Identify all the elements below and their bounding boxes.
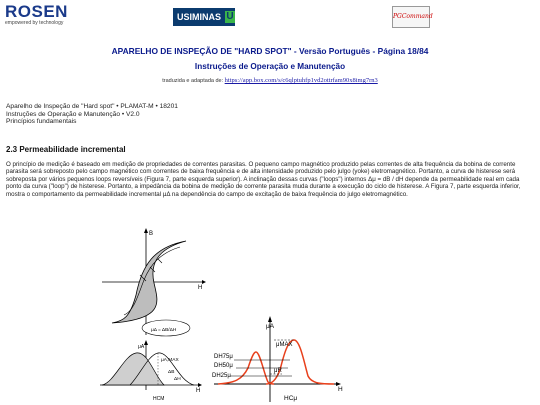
meta-line-1: Aparelho de Inspeção de "Hard spot" • PLAMAT-M • 18201 xyxy=(6,103,178,110)
rosen-logo-tagline: empowered by technology xyxy=(5,20,64,26)
mu-axis-left-arrow xyxy=(144,340,148,345)
b-axis-arrow xyxy=(144,228,148,233)
meta-line-3: Princípios fundamentais xyxy=(6,118,77,126)
translation-credit xyxy=(0,77,540,84)
page-subtitle: Instruções de Operação e Manutenção xyxy=(194,62,346,71)
b-axis-label: B xyxy=(149,231,154,237)
meta-line-2: Instruções de Operação e Manutenção • V2.0 xyxy=(6,110,140,118)
mu-curve-left xyxy=(102,353,164,385)
h-axis-top-arrow xyxy=(202,280,206,284)
inset-formula: μΔ = ΔB/ΔH xyxy=(151,328,177,333)
mu-a-label-left: μA xyxy=(138,344,145,350)
document-meta xyxy=(6,103,178,126)
h-axis-bottom-arrow xyxy=(198,383,202,387)
hcm-label: HCM xyxy=(153,396,165,402)
credit-prefix: traduzida e adaptada de: xyxy=(162,78,224,84)
usiminas-logo-mark: U xyxy=(226,11,234,22)
mu-axis-right-arrow xyxy=(268,316,272,322)
page-title: APARELHO DE INSPEÇÃO DE "HARD SPOT" - Versão Português - Página 18/84 xyxy=(111,46,429,56)
delta-h-label: ΔH xyxy=(174,377,181,382)
dh50-label: DH50μ xyxy=(214,363,233,369)
permeability-figure xyxy=(210,310,360,403)
hysteresis-figure xyxy=(94,225,212,403)
rosen-logo xyxy=(5,3,68,26)
body-paragraph: O princípio de medição é baseado em medição de propriedades de correntes parasitas. O pequeno campo magnético produzido pelas correntes de alta frequência da bobina de corrente parasita será sobreposto pelo campo magnético com correntes de baixa frequência e de alta intensidade produzido pelo julgo (yoke) eletromagnético. Portanto, a curva de histerese será sobreposta por vários pequenos loops reversíveis (Figura 7, parte esquerda superior). A inclinação dessas curvas ("loops") internos Δμ = dB / dH depende da permeabilidade real em cada ponto da curva ("loop") de histerese. Portanto, a impedância da bobina de medição de corrente parasita muda durante a execução do ciclo de histerese. A Figura 7, parte esquerda inferior, mostra o comportamento da permeabilidade incremental μΔ na dependência do campo de excitação de baixa frequência do julgo eletromagnético. xyxy=(6,161,521,198)
hcu-label: HCμ xyxy=(284,395,298,402)
usiminas-logo xyxy=(173,8,235,26)
dh25-label: DH25μ xyxy=(212,373,231,379)
h-axis-right-label: H xyxy=(338,386,343,393)
h-axis-top-label: H xyxy=(198,285,203,291)
section-heading: 2.3 Permeabilidade incremental xyxy=(6,145,126,154)
usiminas-logo-name: USIMINAS xyxy=(177,12,222,22)
mu-a-max-label: μA,MAX xyxy=(161,358,179,363)
dh75-label: DH75μ xyxy=(214,354,233,360)
pgc-logo xyxy=(392,6,433,28)
mu-a-label-right: μA xyxy=(266,323,275,330)
pgc-logo-text: PGCommand xyxy=(393,13,433,20)
h-axis-bottom-label: H xyxy=(196,388,201,394)
source-link[interactable]: https://app.box.com/s/c6qlptuhfp1vd2ottrfam90x8img7rn3 xyxy=(224,77,378,84)
mu-r-label: μR xyxy=(274,368,282,374)
rosen-logo-name: ROSEN xyxy=(5,2,68,21)
mu-max-label: μMAX xyxy=(276,342,293,348)
delta-b-label: ΔB xyxy=(168,370,175,375)
